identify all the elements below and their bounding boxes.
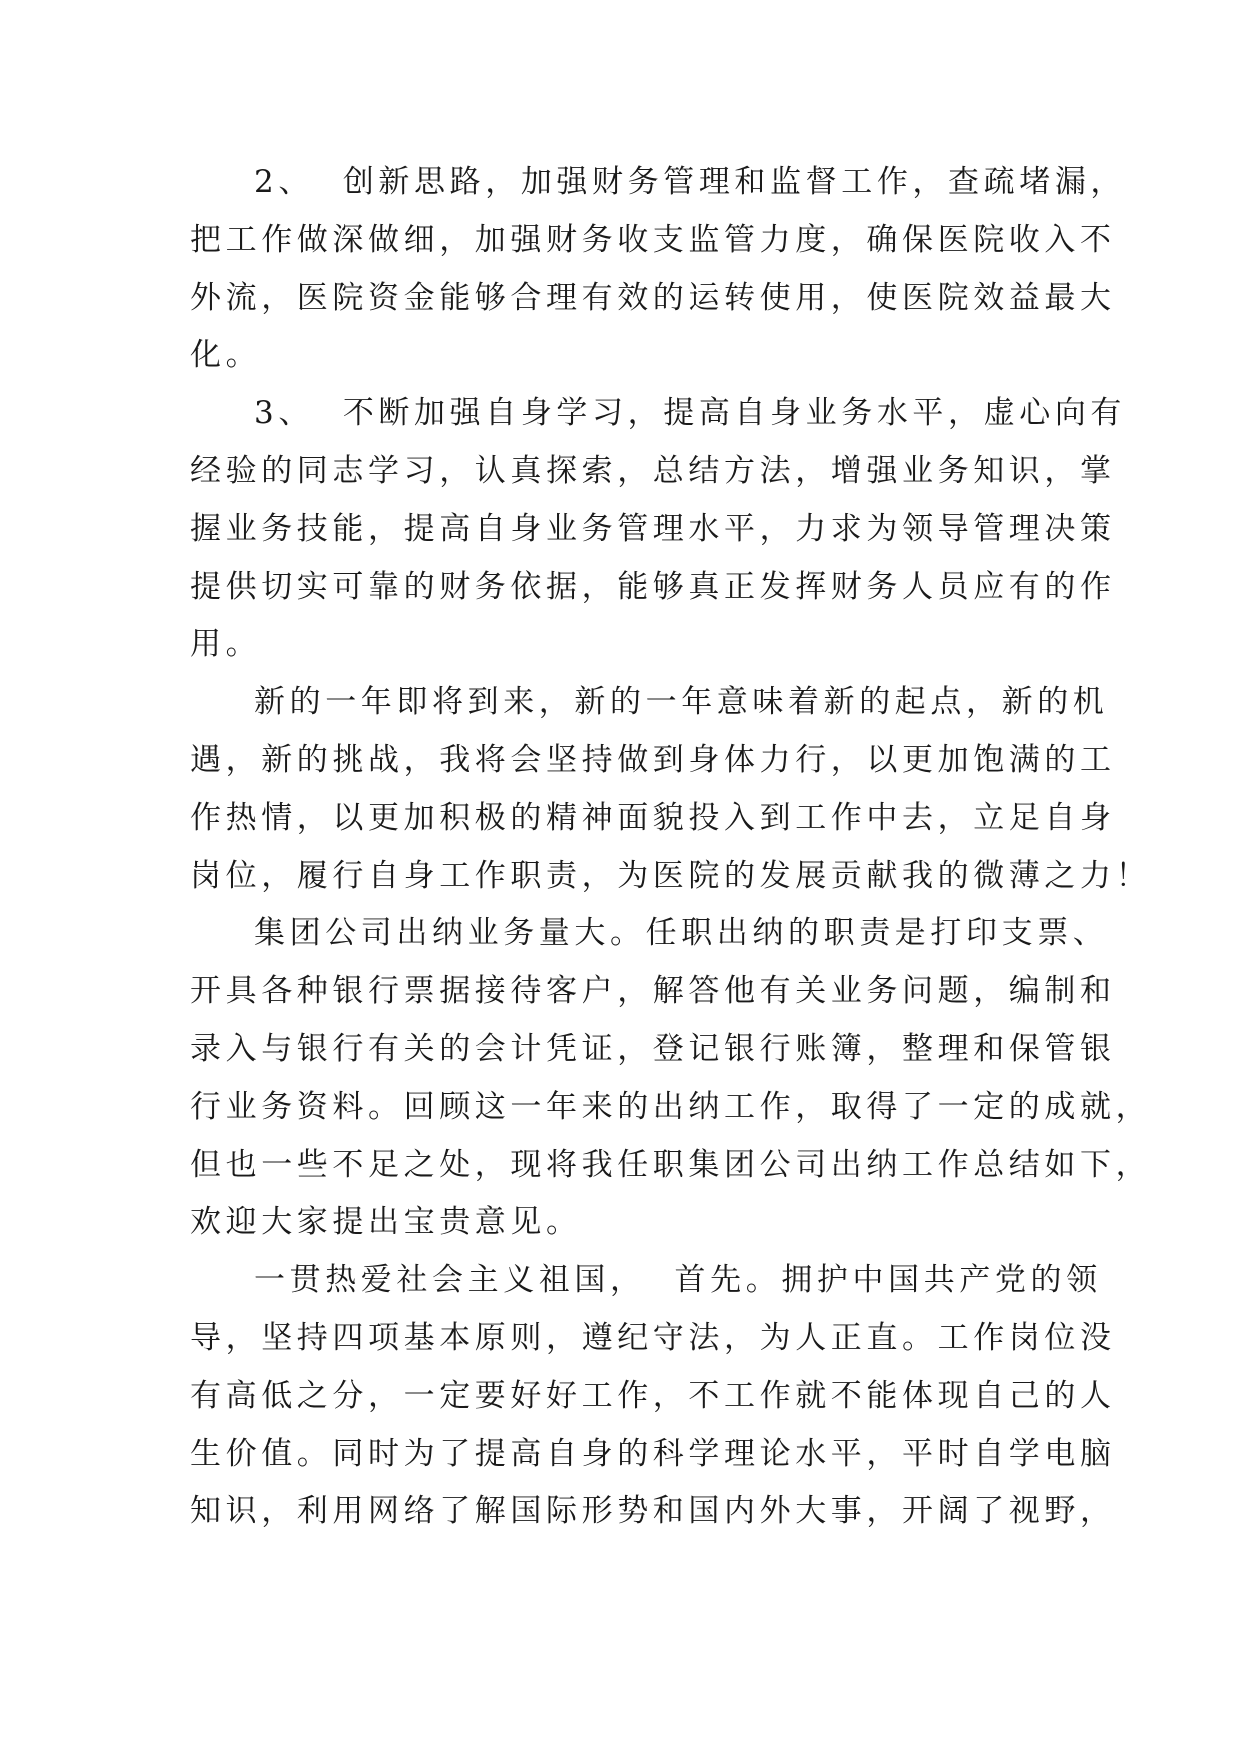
text-line: 但也一些不足之处，现将我任职集团公司出纳工作总结如下， <box>190 1146 1152 1183</box>
text-line: 用。 <box>190 626 262 663</box>
text-line: 遇，新的挑战，我将会坚持做到身体力行，以更加饱满的工 <box>190 741 1116 778</box>
text-line: 导，坚持四项基本原则，遵纪守法，为人正直。工作岗位没 <box>190 1319 1116 1356</box>
text-line: 握业务技能，提高自身业务管理水平，力求为领导管理决策 <box>190 510 1116 547</box>
text-line: 生价值。同时为了提高自身的科学理论水平，平时自学电脑 <box>190 1435 1116 1472</box>
paragraph-cashier-duties <box>190 905 1152 1252</box>
text-line: 一贯热爱社会主义祖国， 首先。拥护中国共产党的领 <box>254 1262 1102 1299</box>
text-line: 2、 创新思路，加强财务管理和监督工作，查疏堵漏， <box>254 164 1127 200</box>
text-line: 欢迎大家提出宝贵意见。 <box>190 1204 582 1241</box>
paragraph-new-year <box>190 674 1152 905</box>
text-line: 知识，利用网络了解国际形势和国内外大事，开阔了视野， <box>190 1493 1116 1530</box>
text-line: 作热情，以更加积极的精神面貌投入到工作中去，立足自身 <box>190 799 1116 836</box>
text-line: 集团公司出纳业务量大。任职出纳的职责是打印支票、 <box>254 915 1109 952</box>
paragraph-3 <box>190 385 1127 674</box>
paragraph-patriotism <box>190 1252 1116 1541</box>
paragraph-2 <box>190 154 1127 385</box>
text-line: 提供切实可靠的财务依据，能够真正发挥财务人员应有的作 <box>190 568 1116 605</box>
text-line: 录入与银行有关的会计凭证，登记银行账簿，整理和保管银 <box>190 1030 1116 1067</box>
text-line: 岗位，履行自身工作职责，为医院的发展贡献我的微薄之力！ <box>190 857 1152 894</box>
document-body <box>190 154 1152 1541</box>
text-line: 行业务资料。回顾这一年来的出纳工作，取得了一定的成就， <box>190 1088 1152 1125</box>
text-line: 开具各种银行票据接待客户，解答他有关业务问题，编制和 <box>190 973 1116 1010</box>
text-line: 外流，医院资金能够合理有效的运转使用，使医院效益最大 <box>190 279 1116 316</box>
text-line: 新的一年即将到来，新的一年意味着新的起点，新的机 <box>254 684 1109 721</box>
text-line: 化。 <box>190 337 262 374</box>
text-line: 3、 不断加强自身学习，提高自身业务水平，虚心向有 <box>254 395 1127 432</box>
text-line: 有高低之分，一定要好好工作，不工作就不能体现自己的人 <box>190 1377 1116 1414</box>
text-line: 经验的同志学习，认真探索，总结方法，增强业务知识，掌 <box>190 452 1116 489</box>
text-line: 把工作做深做细，加强财务收支监管力度，确保医院收入不 <box>190 221 1116 258</box>
